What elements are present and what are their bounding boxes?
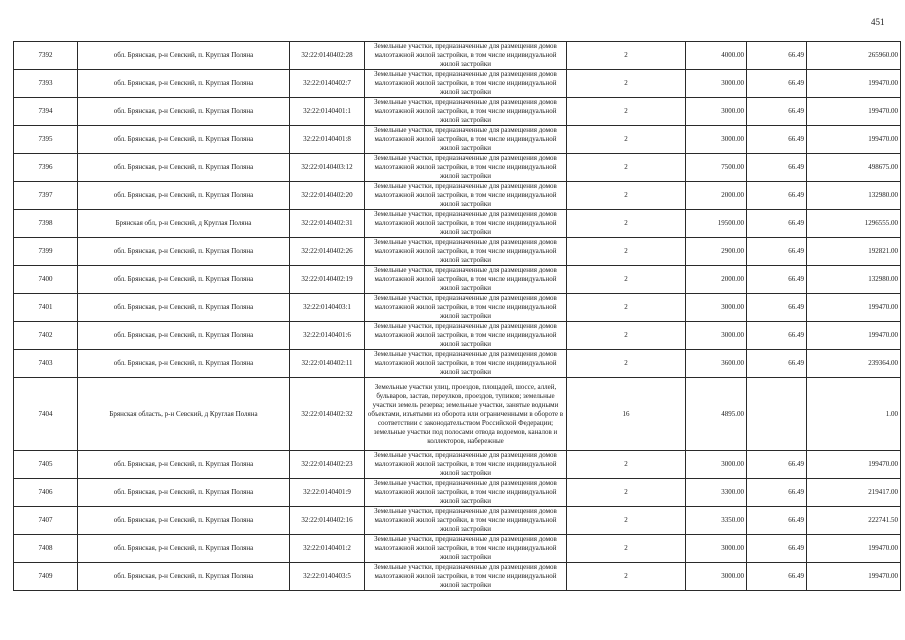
- group-cell: 2: [567, 479, 686, 507]
- cadastral-number-cell: 32:22:0140403:12: [290, 154, 365, 182]
- row-number: 7402: [14, 322, 78, 350]
- table-row: [14, 70, 901, 98]
- group-cell: 2: [567, 294, 686, 322]
- address-cell: обл. Брянская, р-н Севский, п. Круглая Поляна: [78, 507, 290, 535]
- table-row: [14, 210, 901, 238]
- rate-cell: 66.49: [747, 266, 807, 294]
- permitted-use-cell: Земельные участки, предназначенные для размещения домов малоэтажной жилой застройки, в том числе индивидуальной жилой застройки: [365, 182, 567, 210]
- row-number: 7398: [14, 210, 78, 238]
- group-cell: 2: [567, 563, 686, 591]
- cadastral-number-cell: 32:22:0140402:23: [290, 451, 365, 479]
- cadastral-number-cell: 32:22:0140402:26: [290, 238, 365, 266]
- address-cell: обл. Брянская, р-н Севский, п. Круглая Поляна: [78, 563, 290, 591]
- cadastral-number-cell: 32:22:0140401:1: [290, 98, 365, 126]
- cadastral-cost-cell: 239364.00: [807, 350, 901, 378]
- table-row: [14, 154, 901, 182]
- group-cell: 2: [567, 126, 686, 154]
- cadastral-cost-cell: 199470.00: [807, 451, 901, 479]
- cadastral-number-cell: 32:22:0140403:1: [290, 294, 365, 322]
- rate-cell: 66.49: [747, 70, 807, 98]
- area-cell: 3000.00: [686, 535, 747, 563]
- table-row: [14, 126, 901, 154]
- row-number: 7401: [14, 294, 78, 322]
- land-registry-table: [13, 41, 901, 591]
- group-cell: 16: [567, 378, 686, 451]
- cadastral-cost-cell: 1296555.00: [807, 210, 901, 238]
- address-cell: обл. Брянская, р-н Севский, п. Круглая Поляна: [78, 266, 290, 294]
- rate-cell: 66.49: [747, 238, 807, 266]
- row-number: 7408: [14, 535, 78, 563]
- permitted-use-cell: Земельные участки, предназначенные для размещения домов малоэтажной жилой застройки, в том числе индивидуальной жилой застройки: [365, 70, 567, 98]
- area-cell: 2000.00: [686, 266, 747, 294]
- cadastral-cost-cell: 199470.00: [807, 126, 901, 154]
- table-row: [14, 266, 901, 294]
- table-row: [14, 322, 901, 350]
- permitted-use-cell: Земельные участки, предназначенные для размещения домов малоэтажной жилой застройки, в том числе индивидуальной жилой застройки: [365, 154, 567, 182]
- row-number: 7396: [14, 154, 78, 182]
- address-cell: обл. Брянская, р-н Севский, п. Круглая Поляна: [78, 154, 290, 182]
- row-number: 7393: [14, 70, 78, 98]
- area-cell: 3000.00: [686, 451, 747, 479]
- area-cell: 3350.00: [686, 507, 747, 535]
- rate-cell: [747, 378, 807, 451]
- address-cell: обл. Брянская, р-н Севский, п. Круглая Поляна: [78, 42, 290, 70]
- cadastral-cost-cell: 265960.00: [807, 42, 901, 70]
- cadastral-number-cell: 32:22:0140401:8: [290, 126, 365, 154]
- cadastral-number-cell: 32:22:0140401:9: [290, 479, 365, 507]
- address-cell: обл. Брянская, р-н Севский, п. Круглая Поляна: [78, 238, 290, 266]
- table-row: [14, 479, 901, 507]
- table-row: [14, 563, 901, 591]
- group-cell: 2: [567, 210, 686, 238]
- permitted-use-cell: Земельные участки, предназначенные для размещения домов малоэтажной жилой застройки, в том числе индивидуальной жилой застройки: [365, 322, 567, 350]
- cadastral-cost-cell: 199470.00: [807, 294, 901, 322]
- cadastral-cost-cell: 199470.00: [807, 563, 901, 591]
- group-cell: 2: [567, 182, 686, 210]
- permitted-use-cell: Земельные участки, предназначенные для размещения домов малоэтажной жилой застройки, в том числе индивидуальной жилой застройки: [365, 238, 567, 266]
- group-cell: 2: [567, 322, 686, 350]
- rate-cell: 66.49: [747, 350, 807, 378]
- table-row: [14, 535, 901, 563]
- area-cell: 3000.00: [686, 322, 747, 350]
- address-cell: обл. Брянская, р-н Севский, п. Круглая Поляна: [78, 182, 290, 210]
- group-cell: 2: [567, 238, 686, 266]
- area-cell: 3600.00: [686, 350, 747, 378]
- cadastral-number-cell: 32:22:0140402:31: [290, 210, 365, 238]
- row-number: 7394: [14, 98, 78, 126]
- rate-cell: 66.49: [747, 210, 807, 238]
- cadastral-cost-cell: 132980.00: [807, 266, 901, 294]
- area-cell: 3300.00: [686, 479, 747, 507]
- rate-cell: 66.49: [747, 563, 807, 591]
- area-cell: 4000.00: [686, 42, 747, 70]
- address-cell: обл. Брянская, р-н Севский, п. Круглая Поляна: [78, 451, 290, 479]
- row-number: 7392: [14, 42, 78, 70]
- rate-cell: 66.49: [747, 182, 807, 210]
- rate-cell: 66.49: [747, 154, 807, 182]
- table-row: [14, 507, 901, 535]
- cadastral-number-cell: 32:22:0140401:2: [290, 535, 365, 563]
- row-number: 7407: [14, 507, 78, 535]
- permitted-use-cell: Земельные участки, предназначенные для размещения домов малоэтажной жилой застройки, в том числе индивидуальной жилой застройки: [365, 350, 567, 378]
- table-row: [14, 98, 901, 126]
- table-row: [14, 378, 901, 451]
- address-cell: обл. Брянская, р-н Севский, п. Круглая Поляна: [78, 479, 290, 507]
- cadastral-cost-cell: 222741.50: [807, 507, 901, 535]
- permitted-use-cell: Земельные участки, предназначенные для размещения домов малоэтажной жилой застройки, в том числе индивидуальной жилой застройки: [365, 210, 567, 238]
- row-number: 7399: [14, 238, 78, 266]
- group-cell: 2: [567, 451, 686, 479]
- rate-cell: 66.49: [747, 98, 807, 126]
- row-number: 7400: [14, 266, 78, 294]
- cadastral-cost-cell: 199470.00: [807, 70, 901, 98]
- address-cell: обл. Брянская, р-н Севский, п. Круглая Поляна: [78, 535, 290, 563]
- cadastral-number-cell: 32:22:0140403:5: [290, 563, 365, 591]
- cadastral-number-cell: 32:22:0140402:7: [290, 70, 365, 98]
- permitted-use-cell: Земельные участки, предназначенные для размещения домов малоэтажной жилой застройки, в том числе индивидуальной жилой застройки: [365, 535, 567, 563]
- row-number: 7404: [14, 378, 78, 451]
- address-cell: Брянская область, р-н Севский, д Круглая Поляна: [78, 378, 290, 451]
- permitted-use-cell: Земельные участки улиц, проездов, площадей, шоссе, аллей, бульваров, застав, переулков, проездов, тупиков; земельные участки земель резерва; земельные участки, занятые водными объектами, изъятыми из оборота или ограниченными в обороте в соответствии с законодательством Российской Федерации; земельные участки под полосами отвода водоемов, каналов и коллекторов, набережные: [365, 378, 567, 451]
- address-cell: обл. Брянская, р-н Севский, п. Круглая Поляна: [78, 98, 290, 126]
- rate-cell: 66.49: [747, 126, 807, 154]
- group-cell: 2: [567, 154, 686, 182]
- cadastral-number-cell: 32:22:0140402:20: [290, 182, 365, 210]
- permitted-use-cell: Земельные участки, предназначенные для размещения домов малоэтажной жилой застройки, в том числе индивидуальной жилой застройки: [365, 294, 567, 322]
- area-cell: 19500.00: [686, 210, 747, 238]
- table-body: [14, 42, 901, 591]
- cadastral-cost-cell: 498675.00: [807, 154, 901, 182]
- cadastral-number-cell: 32:22:0140402:19: [290, 266, 365, 294]
- group-cell: 2: [567, 42, 686, 70]
- cadastral-number-cell: 32:22:0140402:16: [290, 507, 365, 535]
- address-cell: Брянская обл, р-н Севский, д Круглая Поляна: [78, 210, 290, 238]
- row-number: 7397: [14, 182, 78, 210]
- table-row: [14, 294, 901, 322]
- table-row: [14, 42, 901, 70]
- group-cell: 2: [567, 266, 686, 294]
- permitted-use-cell: Земельные участки, предназначенные для размещения домов малоэтажной жилой застройки, в том числе индивидуальной жилой застройки: [365, 563, 567, 591]
- cadastral-number-cell: 32:22:0140402:11: [290, 350, 365, 378]
- cadastral-number-cell: 32:22:0140402:28: [290, 42, 365, 70]
- rate-cell: 66.49: [747, 479, 807, 507]
- cadastral-cost-cell: 199470.00: [807, 322, 901, 350]
- rate-cell: 66.49: [747, 322, 807, 350]
- area-cell: 4895.00: [686, 378, 747, 451]
- group-cell: 2: [567, 350, 686, 378]
- permitted-use-cell: Земельные участки, предназначенные для размещения домов малоэтажной жилой застройки, в том числе индивидуальной жилой застройки: [365, 42, 567, 70]
- cadastral-cost-cell: 192821.00: [807, 238, 901, 266]
- table-row: [14, 182, 901, 210]
- area-cell: 3000.00: [686, 70, 747, 98]
- table-row: [14, 350, 901, 378]
- permitted-use-cell: Земельные участки, предназначенные для размещения домов малоэтажной жилой застройки, в том числе индивидуальной жилой застройки: [365, 479, 567, 507]
- table-row: [14, 238, 901, 266]
- permitted-use-cell: Земельные участки, предназначенные для размещения домов малоэтажной жилой застройки, в том числе индивидуальной жилой застройки: [365, 507, 567, 535]
- area-cell: 3000.00: [686, 98, 747, 126]
- group-cell: 2: [567, 70, 686, 98]
- address-cell: обл. Брянская, р-н Севский, п. Круглая Поляна: [78, 70, 290, 98]
- cadastral-number-cell: 32:22:0140401:6: [290, 322, 365, 350]
- rate-cell: 66.49: [747, 42, 807, 70]
- cadastral-cost-cell: 132980.00: [807, 182, 901, 210]
- group-cell: 2: [567, 98, 686, 126]
- rate-cell: 66.49: [747, 535, 807, 563]
- cadastral-cost-cell: 219417.00: [807, 479, 901, 507]
- area-cell: 2900.00: [686, 238, 747, 266]
- table-row: [14, 451, 901, 479]
- cadastral-number-cell: 32:22:0140402:32: [290, 378, 365, 451]
- rate-cell: 66.49: [747, 294, 807, 322]
- cadastral-cost-cell: 199470.00: [807, 535, 901, 563]
- row-number: 7395: [14, 126, 78, 154]
- row-number: 7406: [14, 479, 78, 507]
- area-cell: 3000.00: [686, 126, 747, 154]
- address-cell: обл. Брянская, р-н Севский, п. Круглая Поляна: [78, 294, 290, 322]
- area-cell: 7500.00: [686, 154, 747, 182]
- address-cell: обл. Брянская, р-н Севский, п. Круглая Поляна: [78, 126, 290, 154]
- cadastral-cost-cell: 1.00: [807, 378, 901, 451]
- permitted-use-cell: Земельные участки, предназначенные для размещения домов малоэтажной жилой застройки, в том числе индивидуальной жилой застройки: [365, 451, 567, 479]
- address-cell: обл. Брянская, р-н Севский, п. Круглая Поляна: [78, 322, 290, 350]
- area-cell: 2000.00: [686, 182, 747, 210]
- cadastral-cost-cell: 199470.00: [807, 98, 901, 126]
- area-cell: 3000.00: [686, 563, 747, 591]
- address-cell: обл. Брянская, р-н Севский, п. Круглая Поляна: [78, 350, 290, 378]
- rate-cell: 66.49: [747, 451, 807, 479]
- group-cell: 2: [567, 535, 686, 563]
- permitted-use-cell: Земельные участки, предназначенные для размещения домов малоэтажной жилой застройки, в том числе индивидуальной жилой застройки: [365, 266, 567, 294]
- row-number: 7405: [14, 451, 78, 479]
- permitted-use-cell: Земельные участки, предназначенные для размещения домов малоэтажной жилой застройки, в том числе индивидуальной жилой застройки: [365, 98, 567, 126]
- permitted-use-cell: Земельные участки, предназначенные для размещения домов малоэтажной жилой застройки, в том числе индивидуальной жилой застройки: [365, 126, 567, 154]
- group-cell: 2: [567, 507, 686, 535]
- rate-cell: 66.49: [747, 507, 807, 535]
- row-number: 7409: [14, 563, 78, 591]
- page-number: 451: [871, 17, 885, 27]
- row-number: 7403: [14, 350, 78, 378]
- area-cell: 3000.00: [686, 294, 747, 322]
